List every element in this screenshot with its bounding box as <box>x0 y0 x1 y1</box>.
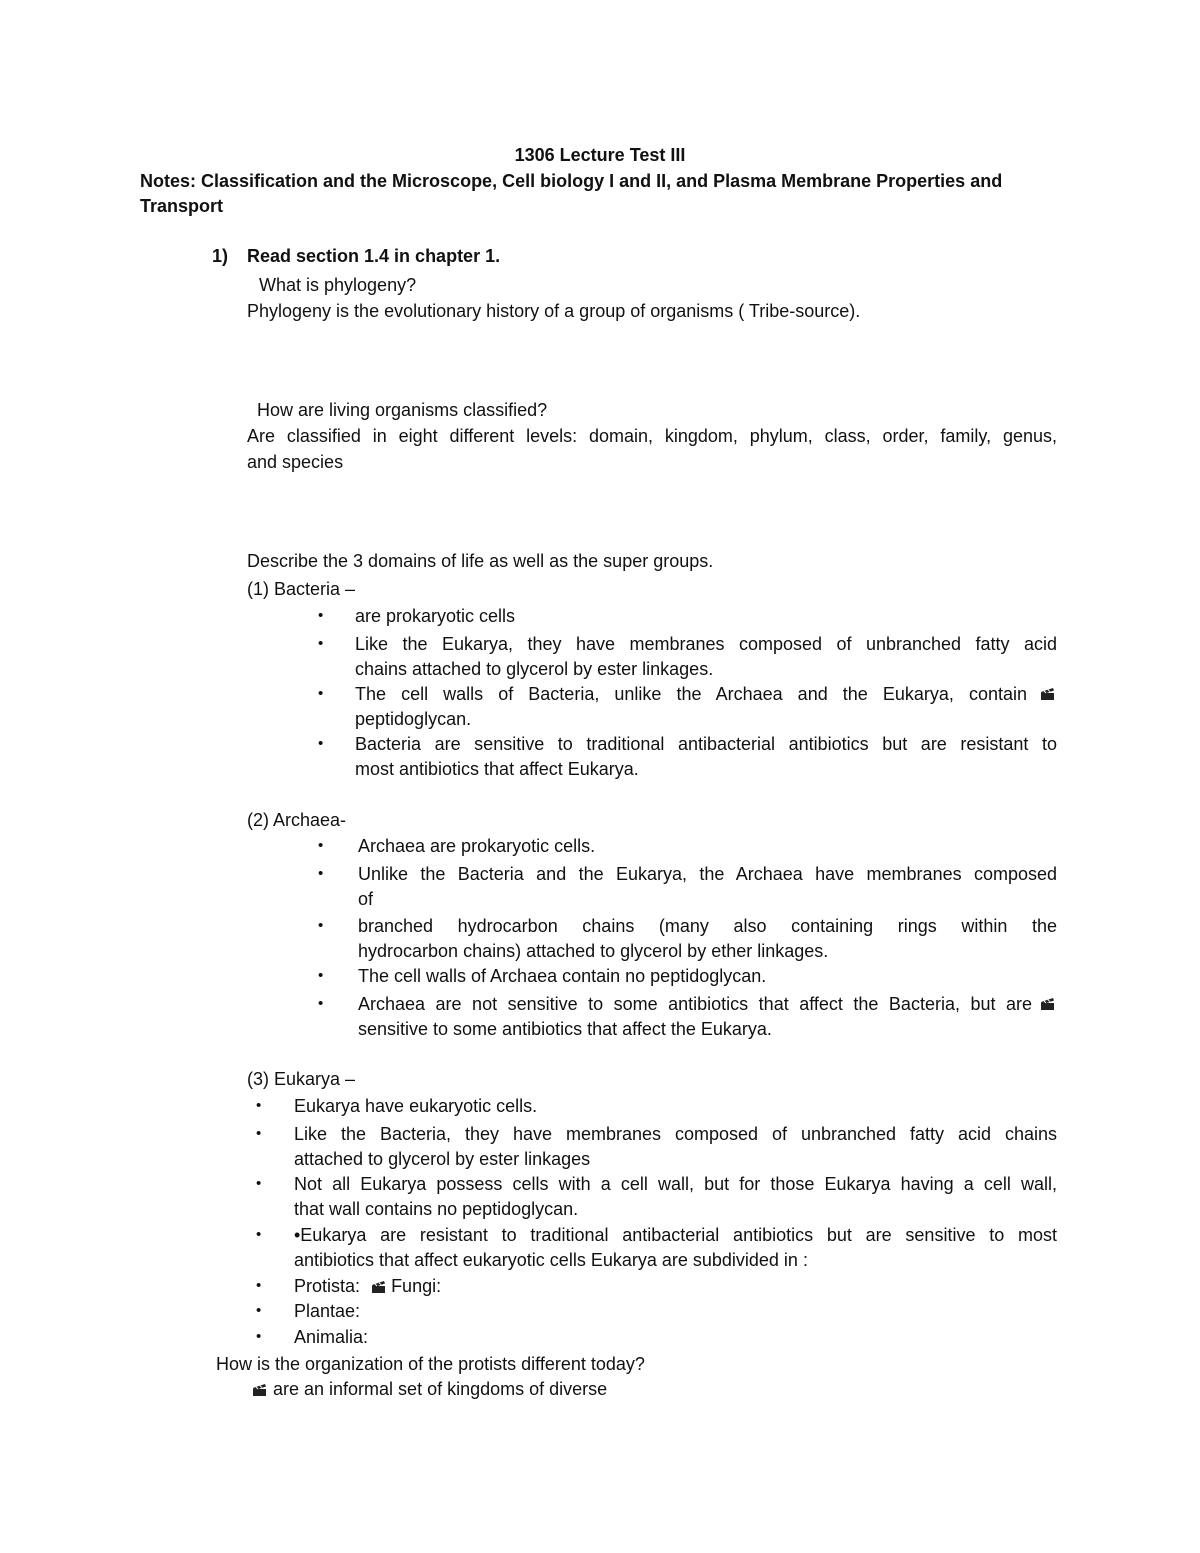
bullet-icon: • <box>256 1328 262 1345</box>
bullet-icon: • <box>318 635 324 652</box>
question-heading: Read section 1.4 in chapter 1. <box>247 246 501 266</box>
bullet-icon: • <box>318 865 324 882</box>
classified-question: How are living organisms classified? <box>257 400 548 420</box>
domains-question: Describe the 3 domains of life as well as the super groups. <box>247 551 714 571</box>
question-number: 1) <box>212 246 229 266</box>
bullet-icon: • <box>318 967 324 984</box>
clapperboard-icon <box>252 1383 267 1397</box>
bacteria-bullet-4-line-1: Bacteria are sensitive to traditional antibacterial antibiotics but are resistant to <box>355 734 1057 754</box>
archaea-bullet-3-line-2: hydrocarbon chains) attached to glycerol by ether linkages. <box>358 941 829 961</box>
eukarya-bullet-3-line-2: that wall contains no peptidoglycan. <box>294 1199 579 1219</box>
notes-line-1: Notes: Classification and the Microscope, Cell biology I and II, and Plasma Membrane Properties and <box>140 171 1003 191</box>
document-title: 1306 Lecture Test III <box>514 145 686 165</box>
eukarya-bullet-4-line-2: antibiotics that affect eukaryotic cells Eukarya are subdivided in : <box>294 1250 808 1270</box>
bullet-icon: • <box>256 1277 262 1294</box>
eukarya-bullet-6: Plantae: <box>294 1301 361 1321</box>
protists-question: How is the organization of the protists different today? <box>216 1354 645 1374</box>
protists-answer-text: are an informal set of kingdoms of diverse <box>273 1379 608 1399</box>
eukarya-bullet-3-line-1: Not all Eukarya possess cells with a cell wall, but for those Eukarya having a cell wall, <box>294 1174 1057 1194</box>
clapperboard-icon <box>1040 687 1055 701</box>
bacteria-bullet-2-line-1: Like the Eukarya, they have membranes composed of unbranched fatty acid <box>355 634 1057 654</box>
clapperboard-icon <box>1040 997 1055 1011</box>
archaea-bullet-5-line-2: sensitive to some antibiotics that affect the Eukarya. <box>358 1019 772 1039</box>
bacteria-heading: (1) Bacteria – <box>247 579 356 599</box>
classified-answer-line-1: Are classified in eight different levels: domain, kingdom, phylum, class, order, family, genus, <box>247 426 1057 446</box>
bullet-icon: • <box>318 917 324 934</box>
archaea-bullet-3-line-1: branched hydrocarbon chains (many also containing rings within the <box>358 916 1057 936</box>
bacteria-bullet-2-line-2: chains attached to glycerol by ester linkages. <box>355 659 714 679</box>
notes-line-2: Transport <box>140 196 224 216</box>
bacteria-bullet-1: are prokaryotic cells <box>355 606 516 626</box>
bullet-icon: • <box>318 735 324 752</box>
archaea-bullet-1: Archaea are prokaryotic cells. <box>358 836 596 856</box>
phylogeny-answer: Phylogeny is the evolutionary history of a group of organisms ( Tribe-source). <box>247 301 861 321</box>
bullet-icon: • <box>318 837 324 854</box>
eukarya-heading: (3) Eukarya – <box>247 1069 356 1089</box>
archaea-bullet-5-line-1: Archaea are not sensitive to some antibiotics that affect the Bacteria, but are <box>358 994 1032 1014</box>
bullet-icon: • <box>256 1302 262 1319</box>
eukarya-bullet-5 <box>294 1274 441 1298</box>
clapperboard-icon <box>371 1280 386 1294</box>
bacteria-bullet-3-line-2: peptidoglycan. <box>355 709 472 729</box>
eukarya-bullet-1: Eukarya have eukaryotic cells. <box>294 1096 538 1116</box>
archaea-bullet-2-line-1: Unlike the Bacteria and the Eukarya, the Archaea have membranes composed <box>358 864 1057 884</box>
bullet-icon: • <box>256 1125 262 1142</box>
fungi-label: Fungi: <box>391 1276 442 1296</box>
archaea-bullet-2-line-2: of <box>358 889 374 909</box>
bacteria-bullet-3-line-1: The cell walls of Bacteria, unlike the Archaea and the Eukarya, contain <box>355 684 1027 704</box>
phylogeny-question: What is phylogeny? <box>259 275 417 295</box>
bullet-icon: • <box>318 685 324 702</box>
archaea-bullet-4: The cell walls of Archaea contain no peptidoglycan. <box>358 966 767 986</box>
bullet-icon: • <box>318 995 324 1012</box>
protists-answer <box>252 1377 607 1401</box>
eukarya-bullet-4-line-1: •Eukarya are resistant to traditional antibacterial antibiotics but are sensitive to most <box>294 1225 1057 1245</box>
eukarya-bullet-2-line-2: attached to glycerol by ester linkages <box>294 1149 591 1169</box>
classified-answer-line-2: and species <box>247 452 344 472</box>
archaea-heading: (2) Archaea- <box>247 810 347 830</box>
eukarya-bullet-2-line-1: Like the Bacteria, they have membranes composed of unbranched fatty acid chains <box>294 1124 1057 1144</box>
bullet-icon: • <box>256 1097 262 1114</box>
bacteria-bullet-4-line-2: most antibiotics that affect Eukarya. <box>355 759 639 779</box>
protista-label: Protista: <box>294 1276 361 1296</box>
bullet-icon: • <box>256 1226 262 1243</box>
bullet-icon: • <box>256 1175 262 1192</box>
bullet-icon: • <box>318 607 324 624</box>
eukarya-bullet-7: Animalia: <box>294 1327 369 1347</box>
